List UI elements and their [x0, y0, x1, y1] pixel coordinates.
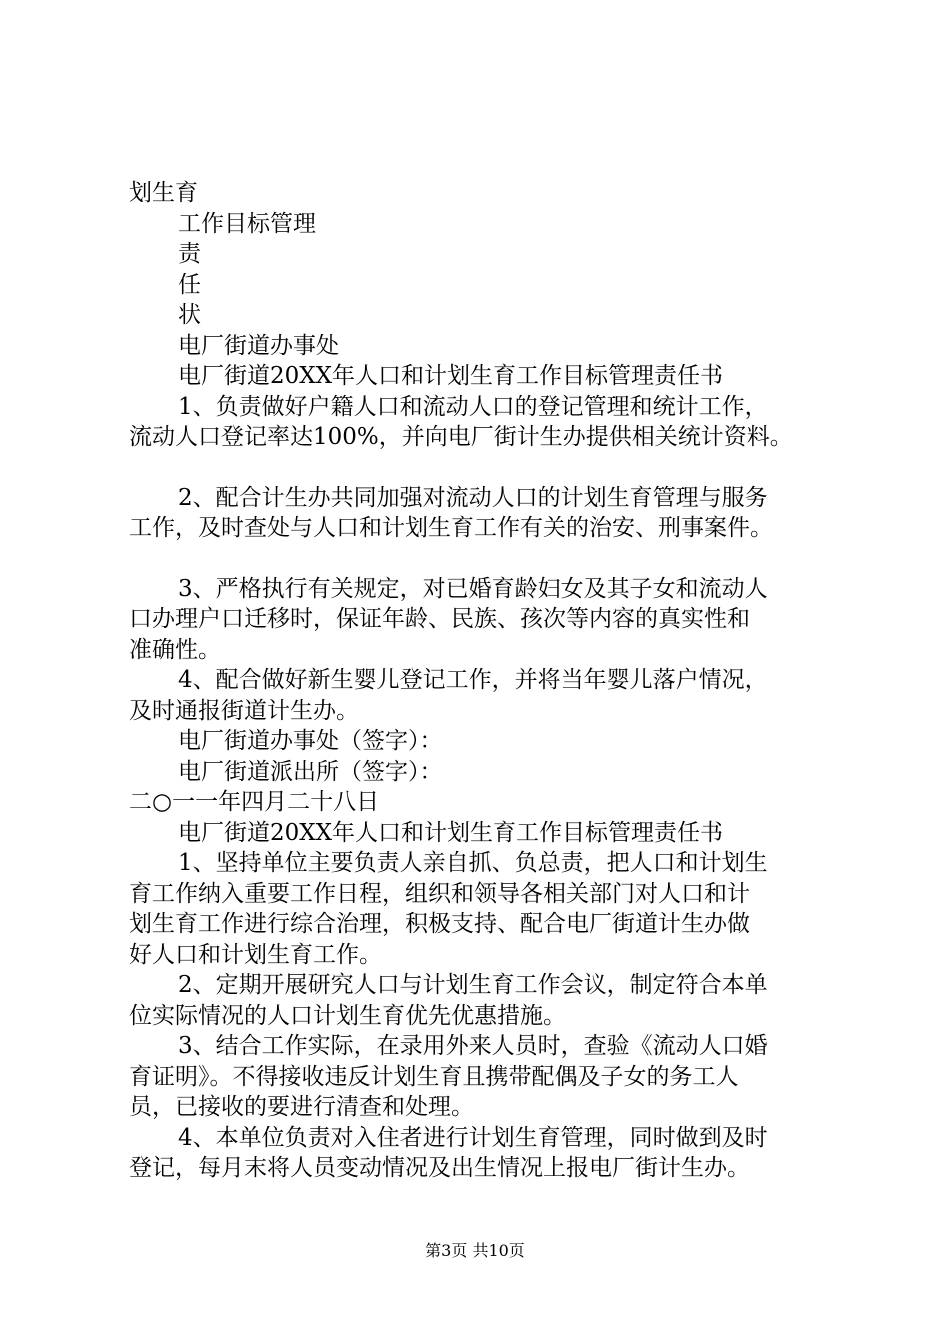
text-line: 员，已接收的要进行清查和处理。 — [129, 1094, 474, 1120]
text-line: 1、负责做好户籍人口和流动人口的登记管理和统计工作， — [178, 393, 768, 420]
text-line: 位实际情况的人口计划生育优先优惠措施。 — [129, 1002, 566, 1029]
text-line: 责 — [178, 241, 201, 267]
text-line: 划生育 — [129, 180, 198, 206]
text-line: 育证明》。不得接收违反计划生育且携带配偶及子女的务工人 — [129, 1063, 739, 1090]
text-line: 状 — [178, 302, 201, 328]
text-line: 口办理户口迁移时，保证年龄、民族、孩次等内容的真实性和 — [129, 606, 750, 632]
text-line: 及时通报街道计生办。 — [129, 697, 359, 724]
text-line: 准确性。 — [129, 636, 221, 663]
text-line: 育工作纳入重要工作日程，组织和领导各相关部门对人口和计 — [129, 880, 750, 907]
text-line: 电厂街道办事处（签字）： — [178, 728, 443, 754]
text-line: 电厂街道办事处 — [178, 332, 339, 359]
document-body — [129, 178, 834, 1184]
text-line: 好人口和计划生育工作。 — [129, 941, 382, 968]
page-footer: 第3页 共10页 — [425, 1241, 525, 1260]
text-line: 电厂街道20XX年人口和计划生育工作目标管理责任书 — [178, 363, 724, 389]
text-line: 2、配合计生办共同加强对流动人口的计划生育管理与服务 — [178, 484, 768, 511]
text-line: 划生育工作进行综合治理，积极支持、配合电厂街道计生办做 — [129, 911, 750, 937]
text-line: 4、配合做好新生婴儿登记工作，并将当年婴儿落户情况， — [178, 667, 768, 693]
text-line: 登记，每月末将人员变动情况及出生情况上报电厂街计生办。 — [129, 1155, 750, 1181]
paragraph-spacer — [129, 453, 834, 483]
text-line: 任 — [178, 271, 201, 298]
paragraph-spacer — [129, 544, 834, 574]
text-line: 二○一一年四月二十八日 — [129, 789, 380, 815]
text-line: 3、结合工作实际，在录用外来人员时，查验《流动人口婚 — [178, 1033, 768, 1059]
text-line: 2、定期开展研究人口与计划生育工作会议，制定符合本单 — [178, 972, 768, 998]
text-line: 1、坚持单位主要负责人亲自抓、负总责，把人口和计划生 — [178, 850, 768, 876]
text-line: 流动人口登记率达100%，并向电厂街计生办提供相关统计资料。 — [129, 424, 793, 450]
text-line: 4、本单位负责对入住者进行计划生育管理，同时做到及时 — [178, 1124, 768, 1151]
text-line: 工作，及时查处与人口和计划生育工作有关的治安、刑事案件。 — [129, 515, 773, 541]
text-line: 电厂街道20XX年人口和计划生育工作目标管理责任书 — [178, 819, 724, 846]
text-line: 3、严格执行有关规定，对已婚育龄妇女及其子女和流动人 — [178, 575, 768, 602]
text-line: 电厂街道派出所（签字）： — [178, 758, 443, 785]
text-line: 工作目标管理 — [178, 210, 316, 237]
